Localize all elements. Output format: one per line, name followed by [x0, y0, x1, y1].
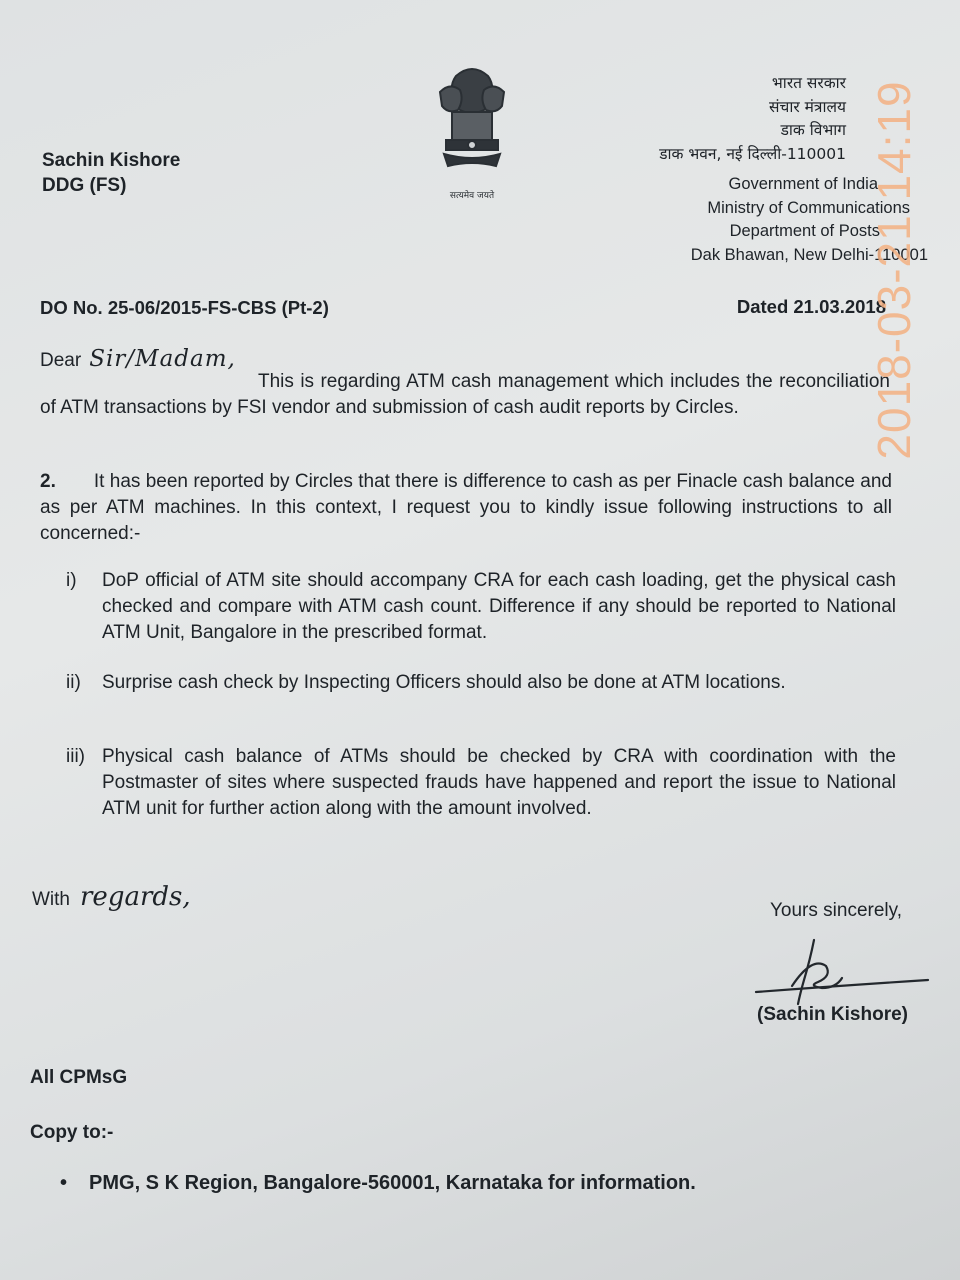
salutation-handwritten: Sir/Madam, — [89, 346, 236, 372]
sender-name: Sachin Kishore — [42, 150, 181, 171]
org-english-line: Government of India — [728, 175, 878, 193]
instruction-text: DoP official of ATM site should accompany CRA for each cash loading, get the physical cash checked and compare with ATM cash count. Difference if any should be reported to National ATM Unit, Bangalore in the prescribed format. — [102, 570, 896, 643]
paragraph-2-text: It has been reported by Circles that there is difference to cash as per Finacle cash balance and as per ATM machines. In this context, I request you to kindly issue following instructions to all concerned:- — [40, 471, 892, 544]
bullet-icon: • — [60, 1172, 68, 1194]
instruction-numeral: iii) — [66, 746, 85, 767]
org-hindi-line: डाक भवन, नई दिल्ली-110001 — [659, 144, 846, 163]
sender-block — [42, 148, 180, 198]
signatory-name: (Sachin Kishore) — [757, 1004, 908, 1025]
yours-sincerely: Yours sincerely, — [769, 900, 902, 921]
photo-timestamp: 2018-03-21 14:19 — [868, 80, 920, 460]
instruction-item — [66, 744, 896, 822]
signature-icon — [752, 934, 932, 1014]
instruction-item — [66, 568, 896, 646]
regards-printed: With — [32, 889, 70, 910]
org-hindi-line: संचार मंत्रालय — [769, 97, 846, 116]
regards-handwritten: regards, — [80, 882, 191, 912]
copy-to-label: Copy to:- — [30, 1122, 114, 1143]
org-hindi-line: डाक विभाग — [780, 121, 846, 139]
do-reference-number: DO No. 25-06/2015-FS-CBS (Pt-2) — [40, 297, 329, 318]
org-hindi-line: भारत सरकार — [771, 74, 846, 92]
paragraph-1: This is regarding ATM cash management which includes the reconciliation of ATM transactions by FSI vendor and submission of cash audit reports by Circles. — [40, 371, 890, 418]
instruction-item — [66, 670, 896, 696]
copy-to-item — [60, 1172, 696, 1195]
copy-to-text: PMG, S K Region, Bangalore-560001, Karnataka for information. — [89, 1172, 696, 1194]
letter-date: Dated 21.03.2018 — [736, 296, 886, 317]
org-english-line: Department of Posts — [729, 222, 880, 240]
instruction-text: Surprise cash check by Inspecting Officers should also be done at ATM locations. — [102, 672, 786, 693]
paragraph-number: 2. — [40, 471, 56, 492]
org-english-line: Dak Bhawan, New Delhi-110001 — [690, 245, 928, 264]
paragraph-2 — [40, 469, 892, 547]
sender-designation: DDG (FS) — [42, 175, 127, 196]
org-english-line: Ministry of Communications — [707, 198, 910, 217]
closing-regards — [32, 882, 191, 912]
recipients: All CPMsG — [30, 1067, 128, 1088]
organization-hindi — [659, 72, 846, 166]
emblem-motto: सत्यमेव जयते — [449, 191, 495, 201]
instruction-text: Physical cash balance of ATMs should be checked by CRA with coordination with the Postmaster of sites where suspected frauds have happened and report the issue to National ATM unit for further action along with the amount involved. — [102, 746, 896, 819]
instruction-numeral: ii) — [66, 672, 81, 693]
state-emblem-icon — [426, 62, 518, 202]
instruction-numeral: i) — [66, 570, 77, 591]
salutation-printed: Dear — [40, 350, 82, 371]
